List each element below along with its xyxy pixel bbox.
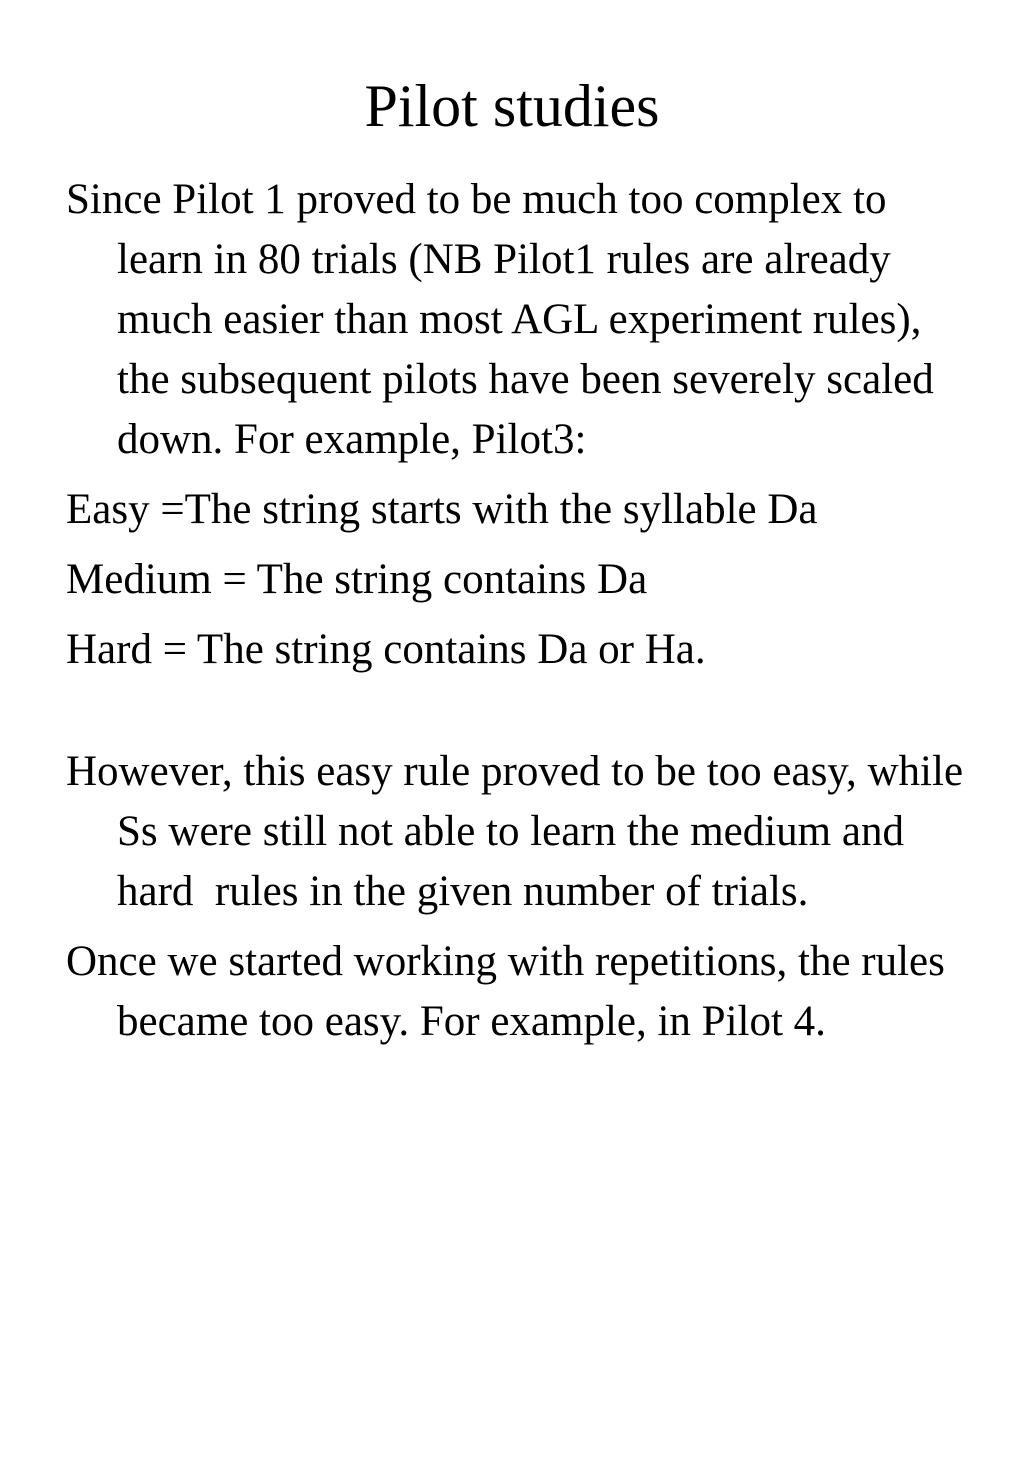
- paragraph-easy-too-easy: However, this easy rule proved to be too easy, while Ss were still not able to learn the medium and hard rules in the given number of trials.: [66, 748, 974, 915]
- paragraph-medium-rule: Medium = The string contains Da: [66, 556, 648, 603]
- paragraph-pilot1-complex: Since Pilot 1 proved to be much too complex to learn in 80 trials (NB Pilot1 rules are already much easier than most AGL experiment rules), the subsequent pilots have been severely scaled down. For example, Pilot3:: [66, 176, 945, 463]
- paragraph-spacer: [66, 690, 966, 742]
- slide-title: Pilot studies: [364, 73, 660, 139]
- paragraph-repetitions: Once we started working with repetitions, the rules became too easy. For example, in Pilot 4.: [66, 938, 956, 1045]
- paragraph-hard-rule: Hard = The string contains Da or Ha.: [66, 626, 706, 673]
- slide-body: [66, 170, 974, 1062]
- paragraph-easy-rule: Easy =The string starts with the syllable Da: [66, 486, 818, 533]
